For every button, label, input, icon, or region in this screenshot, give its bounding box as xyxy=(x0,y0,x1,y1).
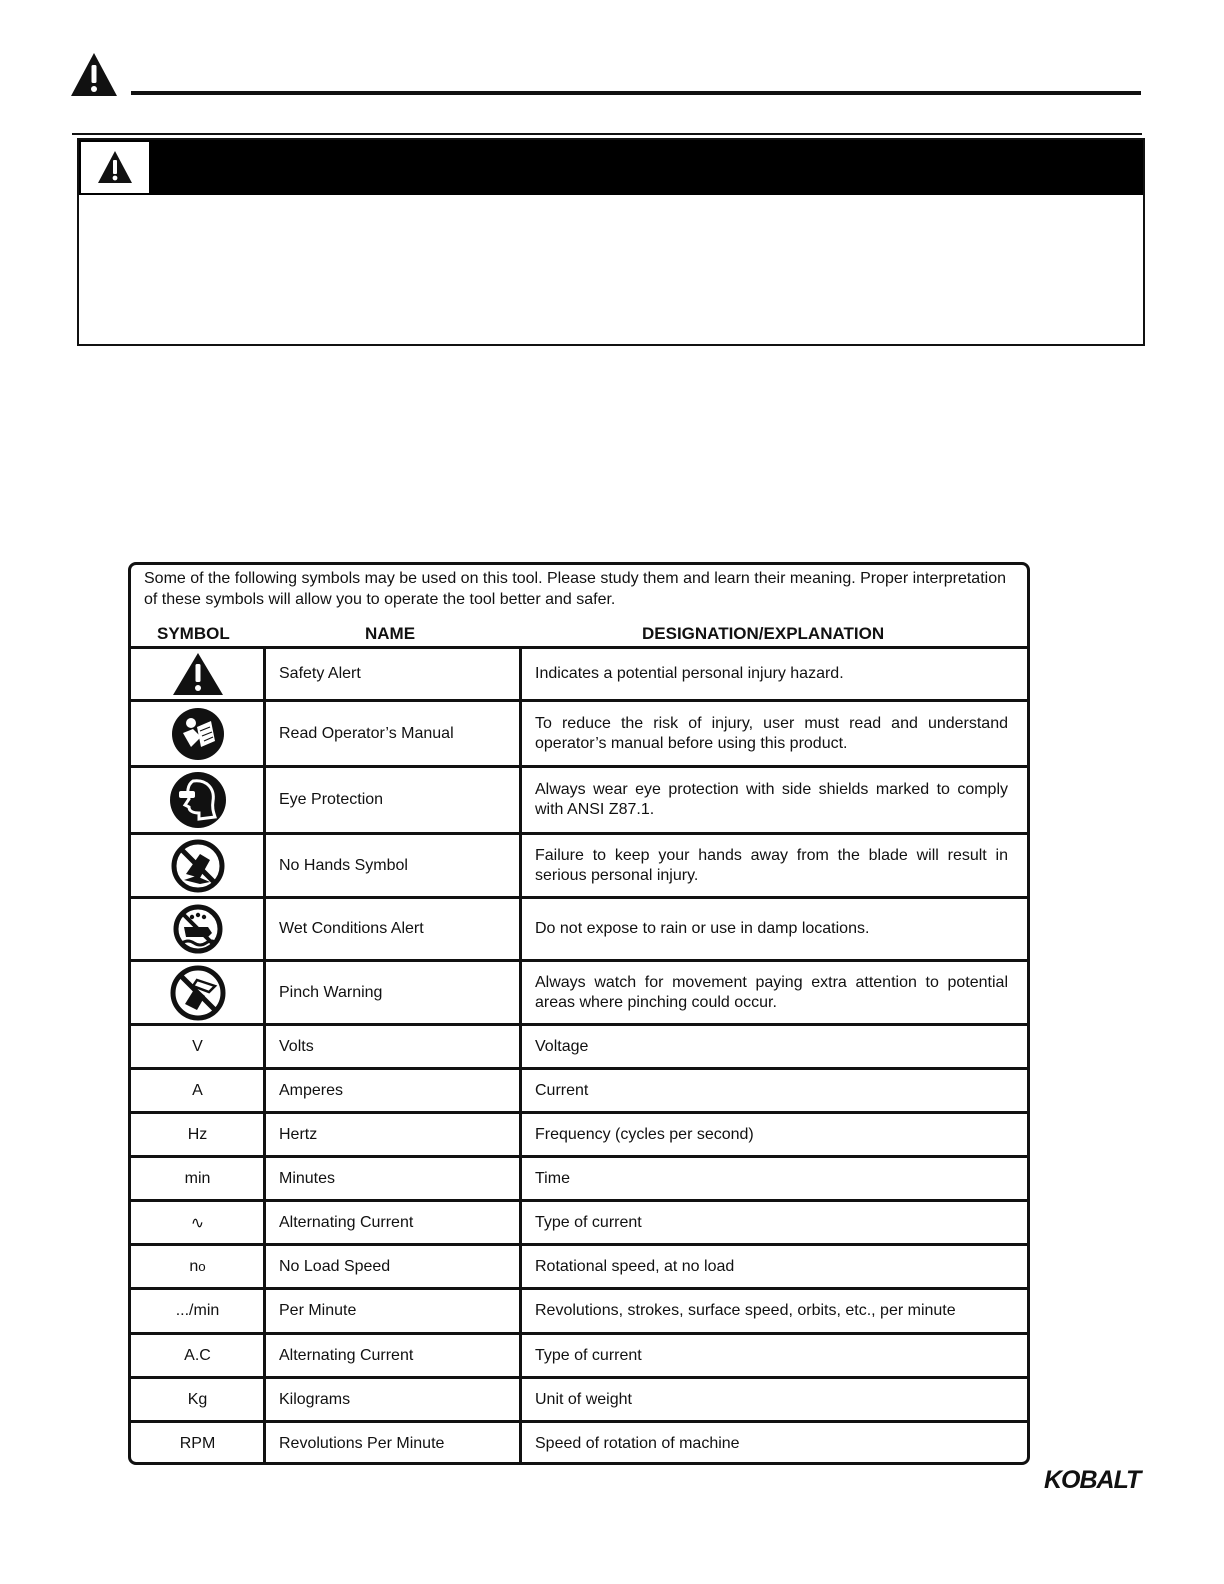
explanation-cell: Speed of rotation of machine xyxy=(535,1434,740,1452)
name-cell: Minutes xyxy=(279,1169,336,1187)
name-cell: Kilograms xyxy=(279,1390,351,1408)
name-cell: Read Operator’s Manual xyxy=(279,724,454,742)
warning-box xyxy=(77,138,1145,346)
explanation-cell: Unit of weight xyxy=(535,1390,632,1408)
header-underline xyxy=(72,133,1142,135)
explanation-cell: Type of current xyxy=(535,1346,642,1364)
warning-icon-cell xyxy=(81,142,149,193)
explanation-cell: To reduce the risk of injury, user must read and understand operator’s manual before using this product. xyxy=(535,714,1008,752)
symbol-subscript: o xyxy=(198,1259,206,1274)
symbol-cell xyxy=(132,1335,263,1376)
symbol-text: Kg xyxy=(187,1390,208,1408)
symbol-text: min xyxy=(184,1169,211,1187)
symbol-cell xyxy=(132,835,263,896)
explanation-cell: Current xyxy=(535,1081,589,1099)
column-divider xyxy=(519,646,522,1464)
symbol-cell xyxy=(132,1114,263,1155)
no-hands-icon xyxy=(170,838,226,894)
column-divider xyxy=(263,646,266,1464)
explanation-cell: Always watch for movement paying extra attention to potential areas where pinching could occur. xyxy=(535,973,1008,1011)
header-rule xyxy=(131,91,1141,95)
symbol-text: n xyxy=(189,1257,199,1275)
explanation-cell: Revolutions, strokes, surface speed, orbits, etc., per minute xyxy=(535,1302,956,1319)
symbol-cell xyxy=(132,768,263,832)
symbol-cell xyxy=(132,1158,263,1199)
symbol-text: RPM xyxy=(179,1434,216,1452)
symbol-cell xyxy=(132,1246,263,1287)
warning-bar xyxy=(79,140,1143,195)
symbol-text: ∿ xyxy=(190,1214,205,1232)
symbol-cell xyxy=(132,962,263,1023)
symbol-text: A xyxy=(192,1081,203,1099)
name-cell: Alternating Current xyxy=(279,1346,414,1364)
symbol-cell xyxy=(132,1026,263,1067)
symbol-text: .../min xyxy=(175,1302,220,1319)
name-cell: Pinch Warning xyxy=(279,983,383,1001)
name-cell: Safety Alert xyxy=(279,665,361,682)
warning-triangle-icon xyxy=(70,52,118,97)
name-cell: Wet Conditions Alert xyxy=(279,920,424,937)
symbol-cell xyxy=(132,702,263,765)
symbol-cell xyxy=(132,1202,263,1243)
symbol-cell xyxy=(132,1423,263,1464)
safety-alert-icon xyxy=(172,652,224,696)
name-cell: No Load Speed xyxy=(279,1257,391,1275)
symbol-cell xyxy=(132,1070,263,1111)
wet-conditions-icon xyxy=(172,903,224,955)
name-cell: Volts xyxy=(279,1037,314,1055)
symbol-cell xyxy=(132,1290,263,1332)
column-header-name: NAME xyxy=(365,624,416,643)
warning-triangle-icon xyxy=(97,150,133,184)
name-cell: Revolutions Per Minute xyxy=(279,1434,445,1452)
symbol-text: A.C xyxy=(184,1346,211,1364)
eye-protection-icon xyxy=(169,771,227,829)
symbol-cell xyxy=(132,649,263,699)
explanation-cell: Always wear eye protection with side shields marked to comply with ANSI Z87.1. xyxy=(535,781,1008,818)
name-cell: Hertz xyxy=(279,1125,318,1143)
kobalt-logo: KOBALT xyxy=(1044,1466,1141,1494)
explanation-cell: Type of current xyxy=(535,1213,642,1231)
name-cell: Per Minute xyxy=(279,1302,357,1319)
explanation-cell: Frequency (cycles per second) xyxy=(535,1125,754,1143)
explanation-cell: Failure to keep your hands away from the blade will result in serious personal injury. xyxy=(535,846,1008,884)
symbol-cell xyxy=(132,899,263,959)
symbol-text: Hz xyxy=(187,1125,208,1143)
symbols-intro: Some of the following symbols may be used on this tool. Please study them and learn their meaning. Proper interpretation of these symbols will allow you to operate the tool better and safer. xyxy=(144,570,1006,608)
explanation-cell: Indicates a potential personal injury hazard. xyxy=(535,665,844,682)
read-manual-icon xyxy=(171,707,225,761)
name-cell: Alternating Current xyxy=(279,1213,414,1231)
column-header-symbol: SYMBOL xyxy=(157,624,230,643)
name-cell: No Hands Symbol xyxy=(279,856,408,874)
explanation-cell: Do not expose to rain or use in damp locations. xyxy=(535,920,870,937)
symbol-text: V xyxy=(192,1037,203,1055)
explanation-cell: Time xyxy=(535,1169,570,1187)
explanation-cell: Voltage xyxy=(535,1037,589,1055)
explanation-cell: Rotational speed, at no load xyxy=(535,1257,735,1275)
symbol-cell xyxy=(132,1379,263,1420)
pinch-warning-icon xyxy=(169,964,227,1022)
name-cell: Eye Protection xyxy=(279,791,384,808)
name-cell: Amperes xyxy=(279,1081,344,1099)
column-header-designation: DESIGNATION/EXPLANATION xyxy=(642,624,885,643)
